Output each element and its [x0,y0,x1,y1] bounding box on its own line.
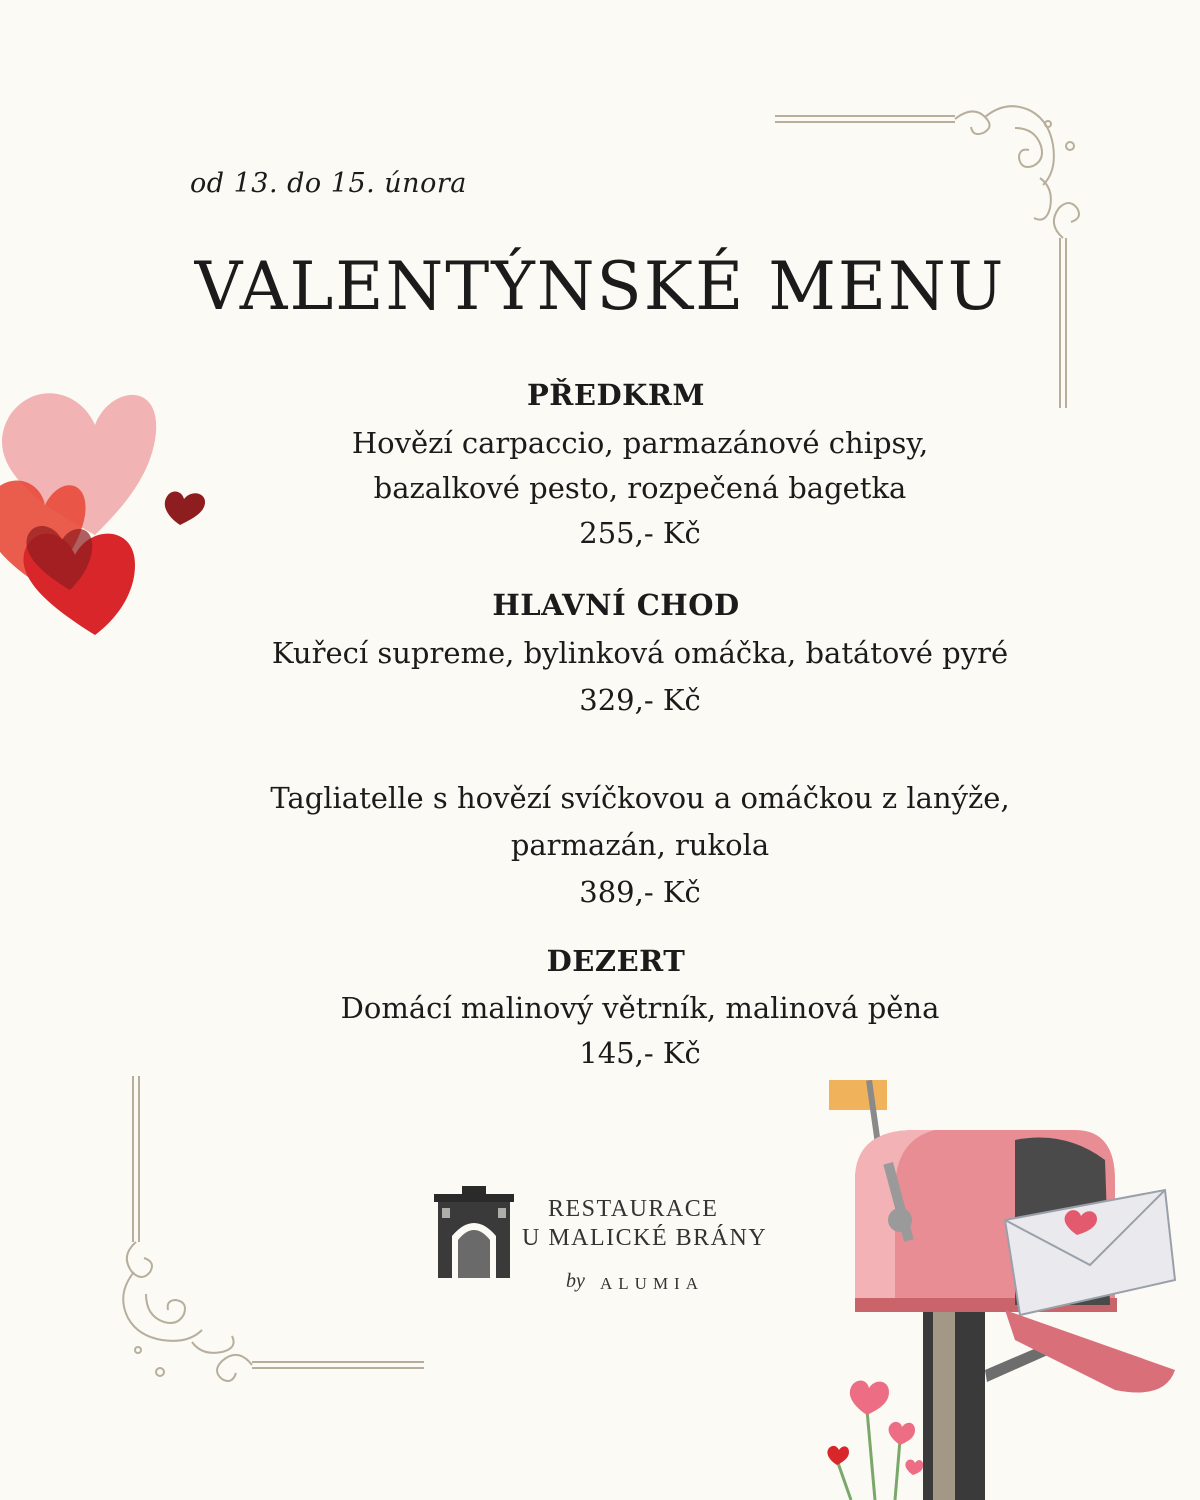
dish-line: parmazán, rukola [510,828,770,862]
logo-by: by [566,1270,585,1292]
gate-logo-icon [432,1184,516,1280]
logo-line-1: RESTAURACE [548,1196,719,1222]
section-heading-dessert: DEZERT [546,944,686,978]
dish-price: 255,- Kč [579,516,701,550]
dish-line: Hovězí carpaccio, parmazánové chipsy, [351,426,929,460]
dish-price: 145,- Kč [579,1036,701,1070]
corner-ornament-bottom-left [112,1072,432,1392]
dish-line: Kuřecí supreme, bylinková omáčka, batátové pyré [271,636,1009,670]
dish-price: 389,- Kč [579,875,701,909]
section-heading-appetizer: PŘEDKRM [526,378,706,412]
dish-line: Tagliatelle s hovězí svíčkovou a omáčkou z lanýže, [270,781,1010,815]
mailbox-illustration [815,1070,1200,1500]
dish-price: 329,- Kč [579,683,701,717]
page-title: VALENTÝNSKÉ MENU [194,248,1006,325]
section-heading-main-course: HLAVNÍ CHOD [492,588,740,622]
logo-line-2: U MALICKÉ BRÁNY [522,1225,768,1251]
logo-brand: ALUMIA [600,1274,704,1293]
date-range: od 13. do 15. února [190,168,467,199]
dish-line: Domácí malinový větrník, malinová pěna [340,991,940,1025]
dish-line: bazalkové pesto, rozpečená bagetka [373,471,907,505]
